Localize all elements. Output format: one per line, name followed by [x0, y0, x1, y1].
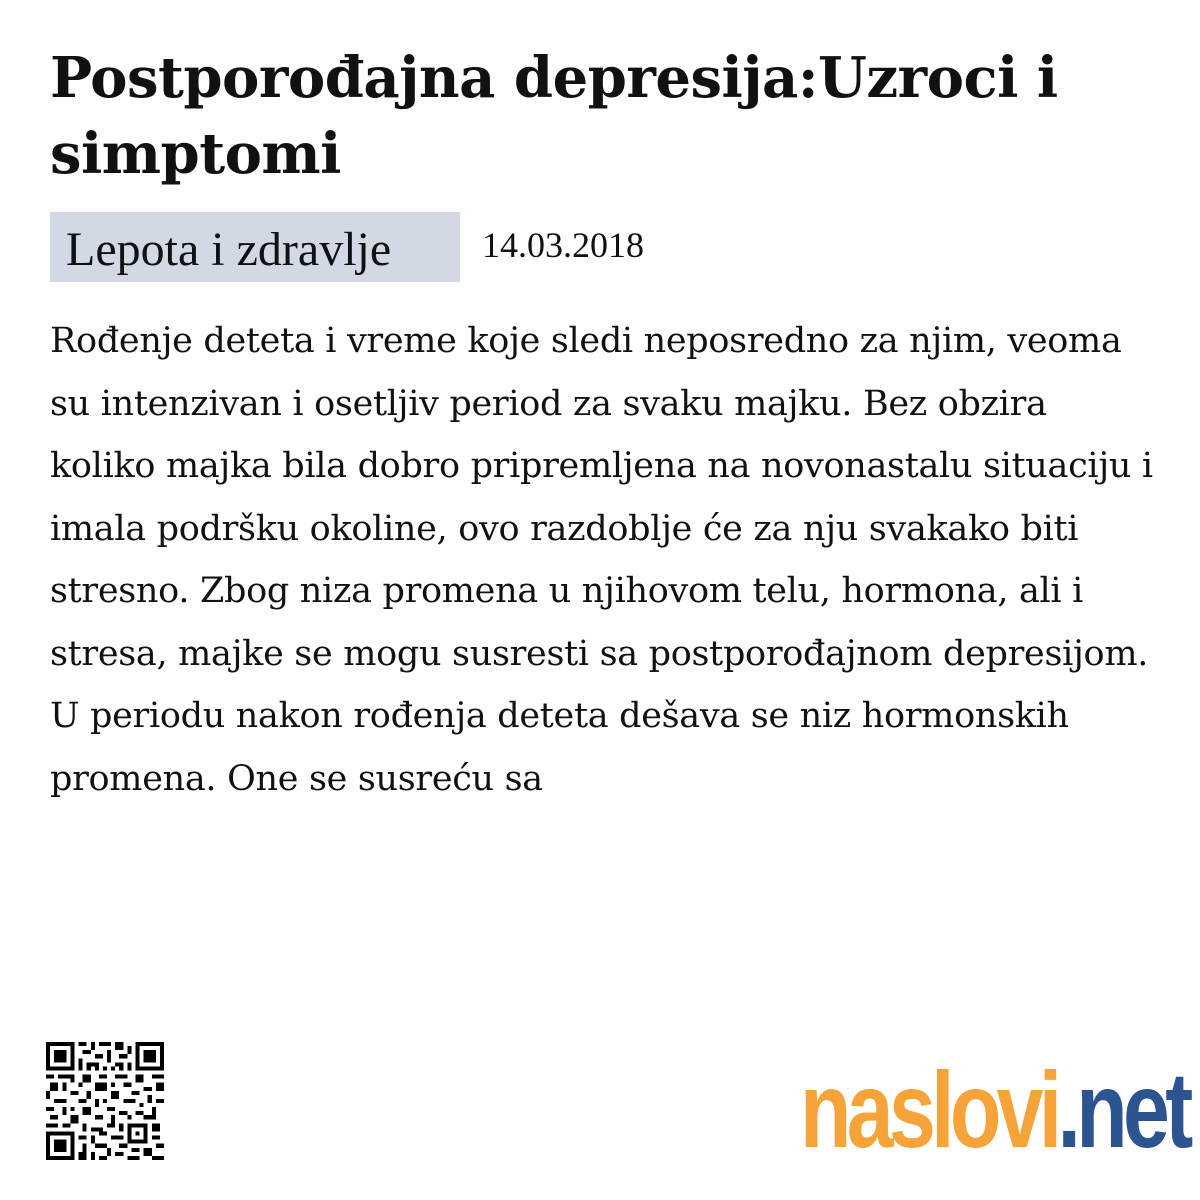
qr-code-icon: [46, 1039, 164, 1163]
logo-text-naslovi: naslovi: [800, 1049, 1058, 1170]
article-title: Postporođajna depresija:Uzroci i simptomi: [50, 45, 1058, 187]
article-date: 14.03.2018: [482, 225, 644, 265]
text-fade-overlay: [0, 800, 1200, 880]
article-body: Rođenje deteta i vreme koje sledi neposredno za njim, veoma su intenzivan i osetljiv period za svaku majku. Bez obzira koliko majka bila dobro pripremljena na novonastalu situaciju i imala podršku okoline, ovo razdoblje će za nju svakako biti stresno. Zbog niza promena u njihovom telu, hormona, ali i stresa, majke se mogu susresti sa postporođajnom depresijom. U periodu nakon rođenja deteta dešava se niz hormonskih promena. One se susreću sa: [50, 321, 1153, 799]
logo-text-net: .net: [1057, 1049, 1189, 1170]
naslovi-net-logo[interactable]: [800, 1050, 1189, 1170]
category-badge[interactable]: Lepota i zdravlje: [50, 212, 460, 282]
